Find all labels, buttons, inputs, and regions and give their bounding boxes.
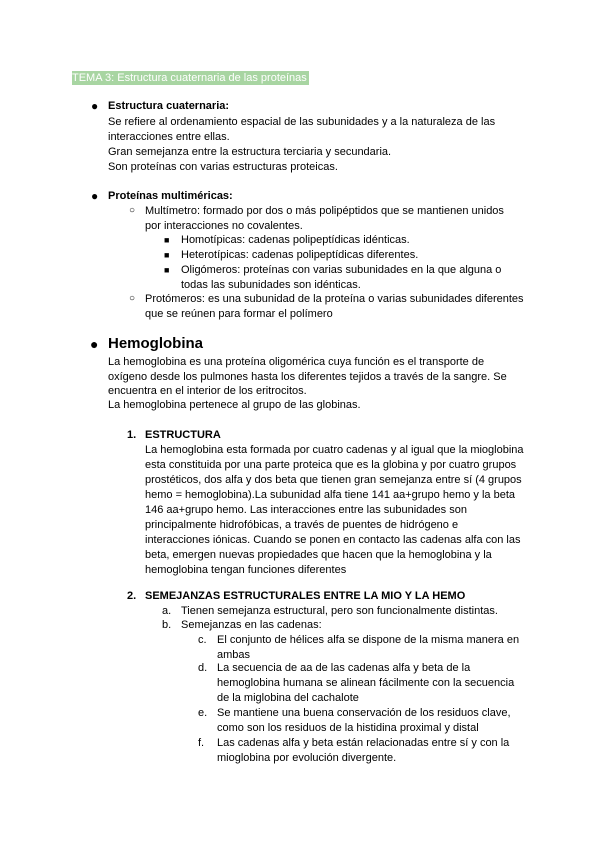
section-heading-proteinas-multimericas: Proteínas multiméricas: [108,190,233,202]
text-line: esta constituida por una parte proteica que es la globina y por cuatro grupos [145,459,517,471]
text-line: beta, emergen nuevas propiedades que hacen que la hemoglobina y la [145,549,492,561]
text-line: Tienen semejanza estructural, pero son funcionalmente distintas. [181,605,498,617]
square-bullet-icon: ■ [164,265,170,275]
page-title: TEMA 3: Estructura cuaternaria de las proteínas [72,72,307,84]
circle-bullet-icon: ○ [129,293,136,304]
square-bullet-icon: ■ [164,250,170,260]
text-line: interacciones iónicas. Cuando se ponen en contacto las cadenas alfa con las [145,534,521,546]
text-line: de la miglobina del cachalote [217,692,359,704]
text-line: prostéticos, dos alfa y dos beta que tienen gran semejanza entre sí (4 grupos [145,474,522,486]
text-line: Son proteínas con varias estructuras proteicas. [108,161,338,173]
list-marker: a. [162,605,172,617]
text-line: El conjunto de hélices alfa se dispone de la misma manera en [217,634,520,646]
text-line: Se refiere al ordenamiento espacial de las subunidades y a la naturaleza de las [108,116,496,128]
text-line: hemoglobina humana se alinean fácilmente con la secuencia [217,677,515,689]
text-line: todas las subunidades son idénticas. [181,279,361,291]
square-bullet-icon: ■ [164,235,170,245]
list-number: 1. [127,429,137,441]
text-line: encuentra en el interior de los eritrocitos. [108,385,307,397]
text-line: La hemoglobina esta formada por cuatro cadenas y al igual que la mioglobina [145,444,524,456]
circle-bullet-icon: ○ [129,205,136,216]
text-line: 146 aa+grupo hemo. Las interacciones entre las subunidades son [145,504,467,516]
text-line: La hemoglobina pertenece al grupo de las globinas. [108,399,361,411]
text-line: Multímetro: formado por dos o más polipéptidos que se mantienen unidos [145,205,504,217]
text-line: oxígeno desde los pulmones hasta los diferentes tejidos a través de la sangre. Se [108,371,507,383]
text-line: mioglobina por evolución divergente. [217,752,397,764]
text-line: interacciones entre ellas. [108,131,230,143]
section-heading-hemoglobina: Hemoglobina [108,335,204,352]
text-line: La secuencia de aa de las cadenas alfa y beta de la [217,662,471,674]
text-line: Semejanzas en las cadenas: [181,619,322,631]
bullet-icon: ● [90,336,99,352]
text-line: Se mantiene una buena conservación de los residuos clave, [217,707,511,719]
list-marker: e. [198,707,208,719]
text-line: por interacciones no covalentes. [145,220,303,232]
list-number: 2. [127,590,137,602]
subsection-heading-semejanzas: SEMEJANZAS ESTRUCTURALES ENTRE LA MIO Y LA HEMO [145,590,466,602]
section-heading-estructura-cuaternaria: Estructura cuaternaria: [108,100,230,112]
text-line: hemoglobina tengan funciones diferentes [145,564,347,576]
text-line: La hemoglobina es una proteína oligomérica cuya función es el transporte de [108,356,485,368]
text-line: ambas [217,649,251,661]
text-line: Oligómeros: proteínas con varias subunidades en la que alguna o [181,264,502,276]
list-marker: c. [198,634,207,646]
subsection-heading-estructura: ESTRUCTURA [145,429,221,441]
text-line: hemo = hemoglobina).La subunidad alfa tiene 141 aa+grupo hemo y la beta [145,489,515,501]
text-line: principalmente hidrofóbicas, a través de puentes de hidrógeno e [145,519,459,531]
text-line: Heterotípicas: cadenas polipeptídicas diferentes. [181,249,419,261]
text-line: Homotípicas: cadenas polipeptídicas idénticas. [181,234,410,246]
text-line: que se reúnen para formar el polímero [145,308,333,320]
text-line: Las cadenas alfa y beta están relacionadas entre sí y con la [217,737,510,749]
text-line: Gran semejanza entre la estructura terciaria y secundaria. [108,146,392,158]
bullet-icon: ● [91,99,99,113]
bullet-icon: ● [91,189,99,203]
list-marker: b. [162,619,172,631]
text-line: como son los residuos de la histidina proximal y distal [217,722,479,734]
text-line: Protómeros: es una subunidad de la proteína o varias subunidades diferentes [145,293,524,305]
list-marker: d. [198,662,208,674]
list-marker: f. [198,737,205,749]
